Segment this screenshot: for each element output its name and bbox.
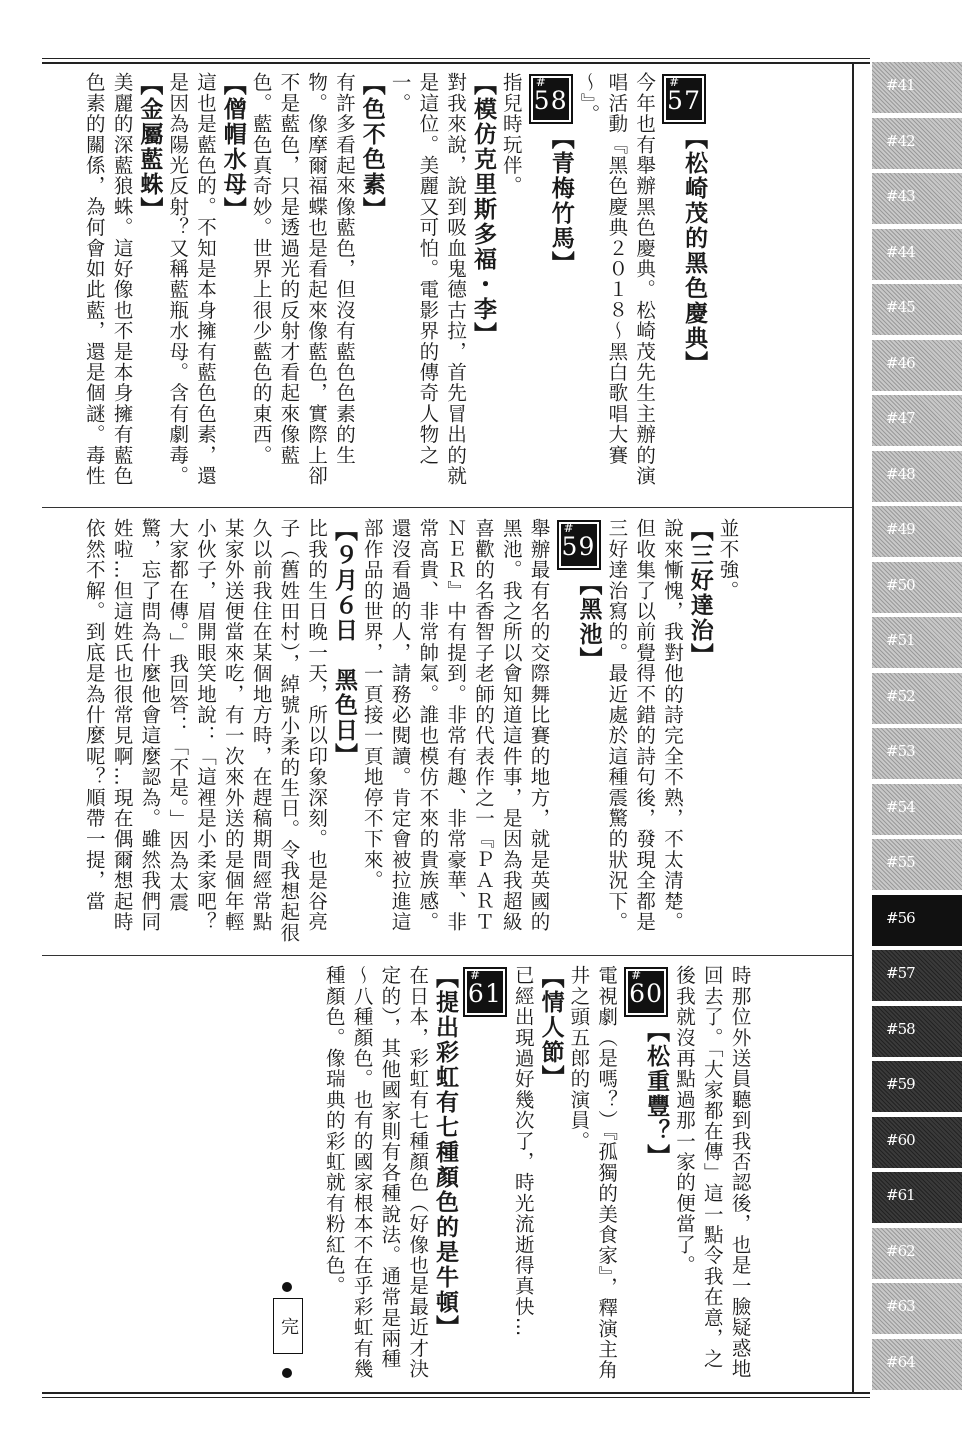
index-tab <box>872 673 962 726</box>
heading-58c: 【色不色素】 <box>358 72 386 222</box>
body-60: 電視劇（是嗎？）『孤獨的美食家』，釋演主角井之頭五郎的演員。 <box>567 965 619 1381</box>
heading-58e: 【金屬藍蛛】 <box>136 72 164 222</box>
heading-58d: 【僧帽水母】 <box>219 72 247 222</box>
end-label: 完 <box>273 1298 303 1354</box>
end-dot-top <box>282 1282 292 1292</box>
index-tab-label: #54 <box>886 797 915 816</box>
index-tab <box>872 451 962 504</box>
body-58c: 有許多看起來像藍色，但沒有藍色色素的生物。像摩爾福蝶也是看起來像藍色，實際上卻不是藍色，只是透過光的反射才看起來像藍色。藍色真奇妙。世界上很少藍色的東西。 <box>249 72 356 486</box>
body-58f: 說來慚愧，我對他的詩完全不熟，不太清楚。但收集了以前覺得不錯的詩句後，發現全都是三好達治寫的。最近處於這種震驚的狀況下。 <box>605 518 684 932</box>
heading-61: 【提出彩虹有七種顏色的是牛頓】 <box>431 965 459 1340</box>
index-tab-label: #61 <box>886 1186 915 1204</box>
body-59b-cont: 時那位外送員聽到我否認後，也是一臉疑惑地回去了。「大家都在傳」這一點令我在意，之後我就沒再點過那一家的便當了。 <box>672 965 752 1379</box>
end-mark <box>270 1280 310 1390</box>
index-tab <box>872 617 962 670</box>
index-tab-label: #52 <box>886 686 915 705</box>
index-tab-label: #46 <box>886 353 915 372</box>
heading-57: 【松崎茂的黑色慶典】 <box>681 126 709 376</box>
index-tab-label: #57 <box>886 964 915 982</box>
index-tab <box>872 784 962 837</box>
tier-divider-2 <box>42 955 852 956</box>
badge-57: # 57 <box>664 76 704 122</box>
body-58b: 對我來說，說到吸血鬼德古拉，首先冒出的就是這位。美麗又可怕。電影界的傳奇人物之一。 <box>388 72 468 486</box>
index-tab-label: #55 <box>886 853 915 871</box>
index-tab-label: #64 <box>886 1352 915 1371</box>
index-tab-label: #44 <box>886 242 915 261</box>
body-57: 今年也有舉辦黑色慶典。松崎茂先生主辦的演唱活動『黑色慶典２０１８～黑白歌唱大賽～』。 <box>577 72 657 486</box>
body-58d: 這也是藍色的。不知是本身擁有藍色色素，還是因為陽光反射？又稱藍瓶水母。含有劇毒。 <box>166 72 217 486</box>
chapter-index-tabs <box>872 62 962 1394</box>
body-60b: 已經出現過好幾次了，時光流逝得真快… <box>511 965 535 1338</box>
index-tab <box>872 229 962 282</box>
index-tab <box>872 1339 962 1392</box>
tier-1 <box>80 72 850 500</box>
index-tab <box>872 340 962 393</box>
body-59b: 比我的生日晚一天，所以印象深刻。也是谷亮子（舊姓田村），綽號小柔的生日。令我想起很久以前我住在某個地方時，在趕稿期間經常點某家外送便當來吃，有一次來外送的是個年輕小伙子，眉開眼笑地說：「這裡是小柔家吧？大家都在傳。」我回答：「不是。」因為太震驚，忘了問為什麼他會這麼認為。雖然我們同姓啦…但這姓氏也很常見啊…現在偶爾想起時依然不解。到底是為什麼呢？順帶一提，當 <box>82 518 329 943</box>
index-tab <box>872 950 962 1003</box>
index-tab-label: #53 <box>886 742 915 760</box>
heading-60b: 【情人節】 <box>537 965 565 1090</box>
end-dot-bottom <box>282 1368 292 1378</box>
tier-1-text <box>80 72 708 500</box>
tier-3-text <box>320 965 754 1385</box>
heading-59b: 【９月６日 黑色日】 <box>330 518 358 768</box>
index-tab-label: #47 <box>886 409 915 427</box>
tier-2 <box>80 518 850 948</box>
heading-58f: 【三好達治】 <box>686 518 714 668</box>
index-tab <box>872 1228 962 1281</box>
index-tab-label: #45 <box>886 298 915 316</box>
index-tab <box>872 1006 962 1059</box>
index-tab-label: #51 <box>886 631 915 649</box>
index-tab <box>872 395 962 448</box>
index-tab <box>872 1172 962 1225</box>
index-tab-label: #63 <box>886 1297 915 1315</box>
tier-divider-1 <box>42 507 852 508</box>
index-tab <box>872 506 962 559</box>
index-tab-label: #56 <box>886 908 915 927</box>
index-tab <box>872 173 962 226</box>
index-tab-label: #48 <box>886 464 915 483</box>
heading-59: 【黑池】 <box>575 572 603 672</box>
badge-58: # 58 <box>531 76 571 122</box>
index-tab <box>872 1283 962 1336</box>
index-tab-label: #58 <box>886 1019 915 1038</box>
index-tab <box>872 895 962 948</box>
body-58e: 美麗的深藍狼蛛。這好像也不是本身擁有藍色色素的關係，為何會如此藍，還是個謎。毒性 <box>82 72 134 486</box>
heading-58b: 【模仿克里斯多福・李】 <box>469 72 497 347</box>
tier-3 <box>320 965 850 1385</box>
index-tab <box>872 1061 962 1114</box>
index-tab-label: #41 <box>886 76 915 94</box>
badge-60: # 60 <box>626 969 666 1015</box>
index-tab-label: #50 <box>886 575 915 594</box>
index-tab-label: #42 <box>886 131 915 150</box>
index-tab <box>872 62 962 115</box>
heading-60: 【松重豐？】 <box>643 1019 671 1169</box>
index-tab <box>872 118 962 171</box>
body-58e-cont: 並不強。 <box>716 518 740 601</box>
body-59: 舉辦最有名的交際舞比賽的地方，就是英國的黑池。我之所以會知道這件事，是因為我超級喜歡的名香智子老師的代表作之一『ＰＡＲＴＮＥＲ』中有提到。非常有趣、非常豪華、非常高貴、非常帥氣。誰也模仿不來的貴族感。還沒看過的人，請務必閱讀。肯定會被拉進這部作品的世界，一頁接一頁地停不下來。 <box>360 518 551 932</box>
index-tab-label: #62 <box>886 1241 915 1260</box>
index-tab <box>872 284 962 337</box>
index-tab <box>872 562 962 615</box>
index-tab <box>872 728 962 781</box>
body-58: 指兒時玩伴。 <box>499 72 523 197</box>
index-tab-label: #43 <box>886 187 915 205</box>
index-tab-label: #59 <box>886 1075 915 1093</box>
badge-59: # 59 <box>559 522 599 568</box>
heading-58: 【青梅竹馬】 <box>547 126 575 276</box>
body-61: 在日本，彩虹有七種顏色（好像也是最近才決定的），其他國家則有各種說法。通常是兩種～八種顏色。也有的國家根本不在乎彩虹有幾種顏色。像瑞典的彩虹就有粉紅色。 <box>322 965 430 1379</box>
index-tab <box>872 839 962 892</box>
index-tab-label: #60 <box>886 1130 915 1149</box>
tab-divider-line <box>852 62 854 1392</box>
index-tab <box>872 1117 962 1170</box>
badge-61: # 61 <box>465 969 505 1015</box>
tier-2-text <box>80 518 742 948</box>
index-tab-label: #49 <box>886 520 915 538</box>
